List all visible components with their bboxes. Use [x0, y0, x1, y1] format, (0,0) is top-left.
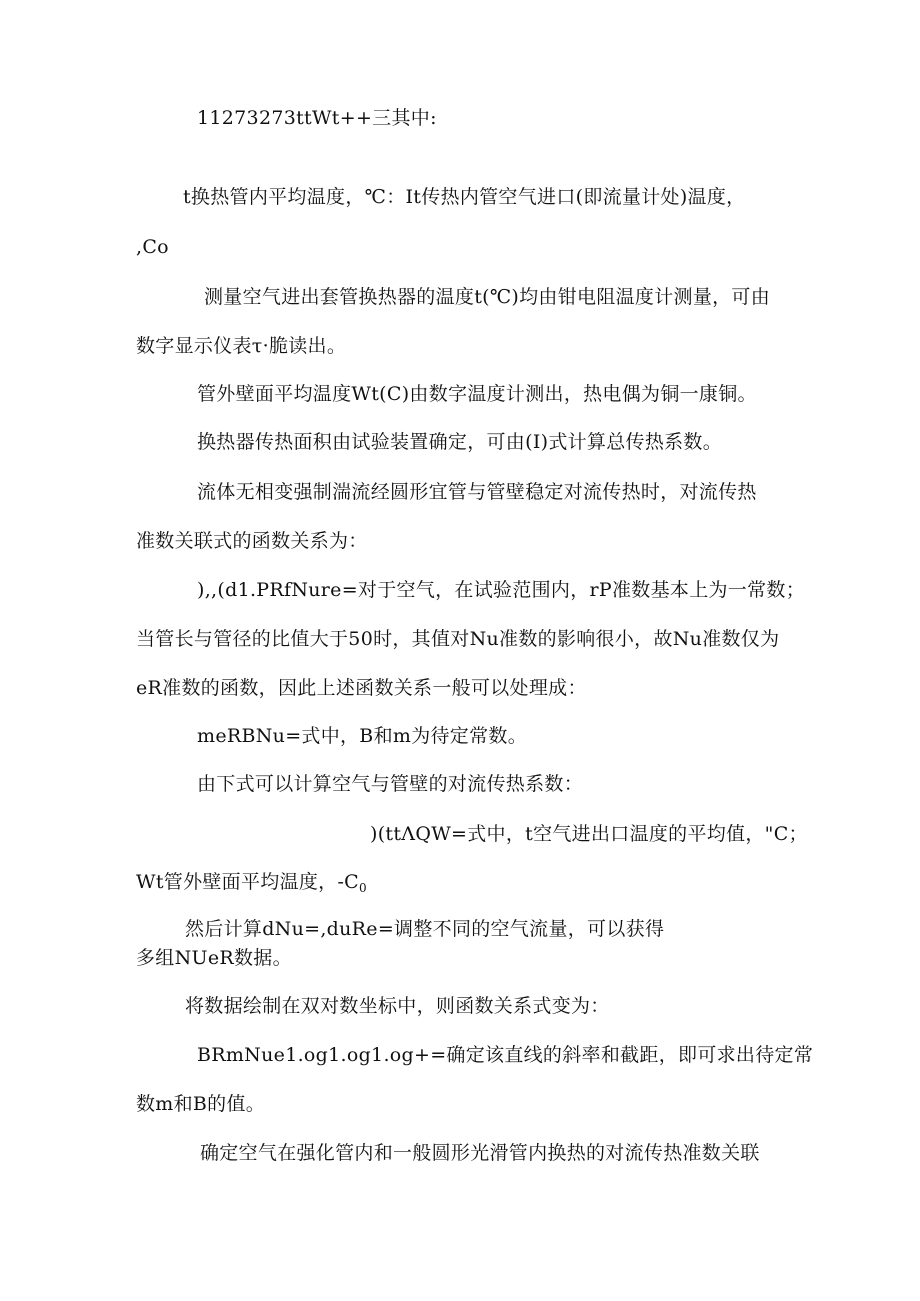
text-line-5: 数字显示仪表τ·脆读出。 — [136, 335, 347, 357]
text-line-16-main: Wt管外壁面平均温度，-C — [136, 871, 360, 893]
text-line-8: 流体无相变强制湍流经圆形宜管与管壁稳定对流传热时，对流传热 — [197, 481, 757, 503]
text-line-13: meRBNu=式中，B和m为待定常数。 — [197, 725, 527, 747]
text-line-15: )(ttΛQW=式中，t空气进出口温度的平均值，"C； — [370, 823, 808, 845]
text-line-18: 多组NUeR数据。 — [136, 947, 292, 969]
text-line-6: 管外壁面平均温度Wt(C)由数字温度计测出，热电偶为铜一康铜。 — [197, 383, 757, 405]
text-line-19: 将数据绘制在双对数坐标中，则函数关系式变为： — [185, 995, 610, 1017]
text-line-4: 测量空气进出套管换热器的温度t(℃)均由钳电阻温度计测量，可由 — [204, 286, 771, 308]
text-line-20: BRmNue1.og1.og1.og+=确定该直线的斜率和截距，即可求出待定常 — [197, 1044, 814, 1066]
text-line-1: 11273273ttWt++三其中: — [197, 107, 437, 129]
text-line-22: 确定空气在强化管内和一般圆形光滑管内换热的对流传热准数关联 — [200, 1142, 760, 1164]
text-line-7: 换热器传热面积由试验装置确定，可由(I)式计算总传热系数。 — [197, 431, 723, 453]
text-line-10: ),,(d1.PRfNure=对于空气，在试验范围内，rP准数基本上为一常数； — [197, 579, 805, 601]
text-line-16-subscript: 0 — [359, 881, 367, 895]
text-line-16 — [136, 870, 367, 900]
text-line-3: ,Co — [136, 236, 169, 258]
text-line-17: 然后计算dNu=,duRe=调整不同的空气流量，可以获得 — [185, 918, 665, 940]
text-line-11: 当管长与管径的比值大于50时，其值对Nu准数的影响很小，故Nu准数仅为 — [136, 628, 780, 650]
text-line-12: eR准数的函数，因此上述函数关系一般可以处理成： — [136, 677, 587, 699]
text-line-2: t换热管内平均温度，℃：It传热内管空气进口(即流量计处)温度， — [183, 186, 746, 208]
text-line-14: 由下式可以计算空气与管壁的对流传热系数： — [197, 773, 584, 795]
text-line-21: 数m和B的值。 — [136, 1093, 266, 1115]
text-line-9: 准数关联式的函数关系为： — [136, 530, 368, 552]
